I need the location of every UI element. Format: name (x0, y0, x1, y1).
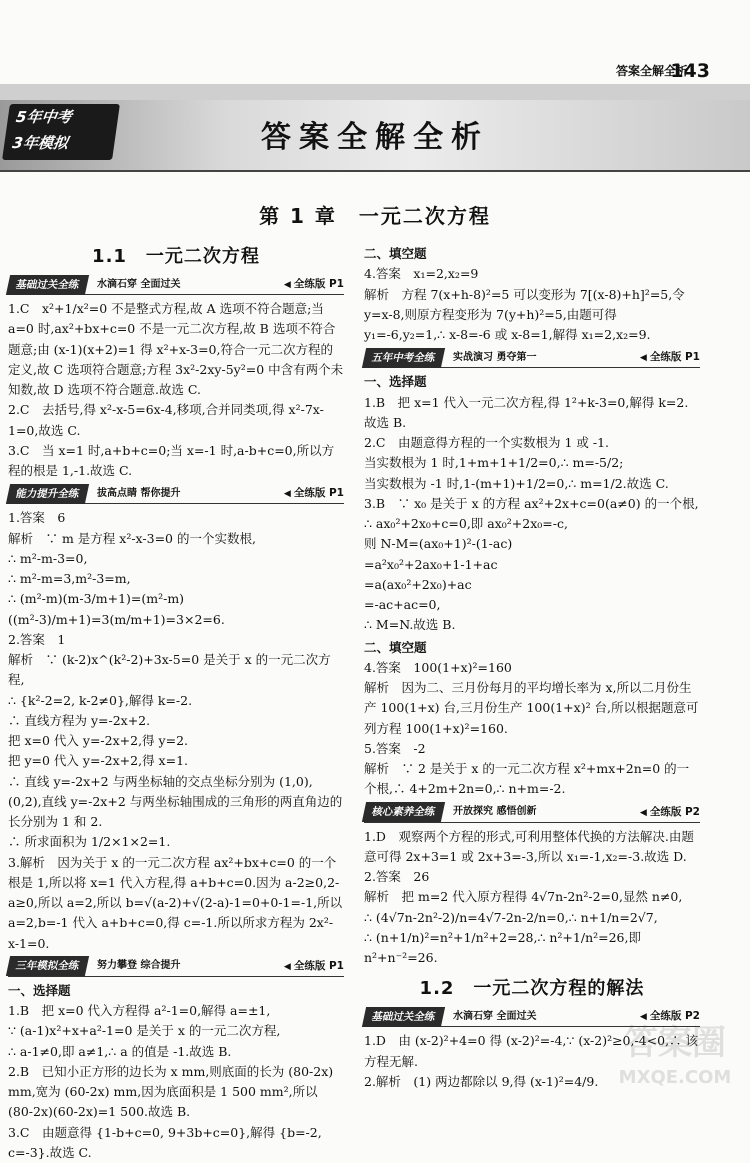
answer-paragraph: ∴ 所求面积为 1/2×1×2=1. (8, 834, 171, 850)
bar-ref: ◀ 全练版 P1 (284, 958, 344, 975)
answer-paragraph: 解析 方程 7(x+h-8)²=5 可以变形为 7[(x-8)+h]²=5,令 y=x-8,则原方程变形为 7(y+h)²=5,由题可得 y₁=-6,y₂=1,∴ x-8=-6 或 x-8=1,解得 x₁=2,x₂=9. (364, 286, 685, 342)
chapter-title: 第 1 章 一元二次方程 (259, 204, 491, 228)
answer-paragraph: ∴ a-1≠0,即 a≠1,∴ a 的值是 -1.故选 B. (8, 1043, 232, 1059)
answer-paragraph: 2.答案 1 (8, 631, 66, 647)
page-number: 143 (670, 60, 710, 82)
answer-paragraph: ∴ {k²-2=2, k-2≠0},解得 k=-2. (8, 692, 193, 708)
book-logo (2, 104, 120, 160)
answer-paragraph: 解析 ∵ m 是方程 x²-x-3=0 的一个实数根, (8, 530, 256, 546)
banner-title: 答案全解全析 (261, 120, 489, 155)
subsection-heading: 一、选择题 (364, 374, 427, 390)
bar-tag: 基础过关全练 (362, 1007, 445, 1027)
answer-paragraph: ∴ m²-m-3=0, (8, 550, 88, 566)
answer-paragraph: 5.答案 -2 (364, 740, 426, 756)
answer-paragraph: 把 y=0 代入 y=-2x+2,得 x=1. (8, 753, 188, 769)
answer-paragraph: 4.答案 100(1+x)²=160 (364, 659, 512, 675)
answer-paragraph: 3.C 当 x=1 时,a+b+c=0;当 x=-1 时,a-b+c=0,所以方程的根是 1,-1.故选 C. (8, 442, 335, 479)
section-title: 1.2 一元二次方程的解法 (419, 978, 645, 1000)
answer-paragraph: 当实数根为 1 时,1+m+1+1/2=0,∴ m=-5/2; (364, 455, 624, 471)
left-column (8, 242, 344, 1163)
section-title: 1.1 一元二次方程 (92, 246, 260, 267)
bar-slogan: 努力攀登 综合提升 (97, 960, 181, 972)
answer-paragraph: ∴ m²-m=3,m²-3=m, (8, 571, 131, 587)
bar-ref: ◀ 全练版 P2 (640, 1008, 700, 1025)
logo-line-2: 3年模拟 (11, 134, 70, 152)
answer-paragraph: 解析 因为二、三月份每月的平均增长率为 x,所以二月份生产 100(1+x) 台,三月份生产 100(1+x)² 台,所以根据题意可列方程 100(1+x)²=160. (364, 680, 699, 736)
bar-ref: ◀ 全练版 P2 (640, 804, 700, 821)
subsection-heading: 二、填空题 (364, 639, 427, 655)
answer-paragraph: 1.B 把 x=0 代入方程得 a²-1=0,解得 a=±1, (8, 1003, 271, 1019)
bar-slogan: 拔高点睛 帮你提升 (97, 487, 181, 499)
answer-paragraph: =-ac+ac=0, (364, 597, 441, 612)
answer-paragraph: ∴ 直线方程为 y=-2x+2. (8, 712, 151, 728)
answer-paragraph: 2.答案 26 (364, 869, 430, 884)
answer-paragraph: 解析 ∵ (k-2)x^(k²-2)+3x-5=0 是关于 x 的一元二次方程, (8, 652, 331, 688)
answer-paragraph: 解析 ∵ 2 是关于 x 的一元二次方程 x²+mx+2n=0 的一个根,∴ 4+2m+2n=0,∴ n+m=-2. (364, 761, 690, 797)
answer-paragraph: ∴ (m²-m)(m-3/m+1)=(m²-m)((m²-3)/m+1)=3(m/m+1)=3×2=6. (8, 591, 225, 627)
answer-paragraph: 2.C 去括号,得 x²-x-5=6x-4,移项,合并同类项,得 x²-7x-1=0,故选 C. (8, 402, 324, 438)
answer-paragraph: 2.C 由题意得方程的一个实数根为 1 或 -1. (364, 435, 610, 450)
answer-paragraph: ∵ (a-1)x²+x+a²-1=0 是关于 x 的一元二次方程, (8, 1023, 281, 1039)
bar-tag: 核心素养全练 (362, 802, 445, 822)
bar-tag: 能力提升全练 (6, 484, 89, 504)
answer-paragraph: 把 x=0 代入 y=-2x+2,得 y=2. (8, 733, 188, 749)
page-header (0, 0, 750, 84)
answer-paragraph: 4.答案 x₁=2,x₂=9 (364, 266, 479, 282)
exercise-bar (8, 484, 344, 504)
watermark-site: MXQE.COM (618, 1067, 732, 1088)
answer-paragraph: =a(ax₀²+2x₀)+ac (364, 576, 472, 592)
bar-slogan: 水滴石穿 全面过关 (453, 1010, 537, 1022)
answer-paragraph: ∴ (4√7n-2n²-2)/n=4√7-2n-2/n=0,∴ n+1/n=2√7, (364, 909, 658, 925)
answer-paragraph: 1.D 观察两个方程的形式,可利用整体代换的方法解决.由题意可得 2x+3=1 或 2x+3=-3,所以 x₁=-1,x₂=-3.故选 D. (364, 828, 694, 864)
bar-tag: 基础过关全练 (6, 275, 89, 295)
answer-paragraph: ∴ ax₀²+2x₀+c=0,即 ax₀²+2x₀=-c, (364, 516, 568, 531)
right-column (364, 242, 700, 1092)
answer-paragraph: 3.C 由题意得 {1-b+c=0, 9+3b+c=0},解得 {b=-2, c=-3}.故选 C. (8, 1124, 322, 1160)
bar-slogan: 水滴石穿 全面过关 (97, 278, 181, 290)
watermark (600, 1020, 750, 1112)
answer-paragraph: ∴ 直线 y=-2x+2 与两坐标轴的交点坐标分别为 (1,0),(0,2),直线 y=-2x+2 与两坐标轴围成的三角形的两直角边的长分别为 1 和 2. (8, 773, 343, 830)
bar-ref: ◀ 全练版 P1 (284, 485, 344, 502)
answer-paragraph: ∴ M=N.故选 B. (364, 617, 456, 633)
answer-paragraph: 3.解析 因为关于 x 的一元二次方程 ax²+bx+c=0 的一个根是 1,所以将 x=1 代入方程,得 a+b+c=0.因为 a-2≥0,2-a≥0,所以 a=2,所以 b=√(a-2)+√(2-a)-1=0+0-1=-1,所以 a=2,b=-1 代入 a+b+c=0,得 c=-1.所以所求方程为 2x²-x-1=0. (8, 854, 343, 951)
bar-ref: ◀ 全练版 P1 (284, 276, 344, 293)
answer-paragraph: 1.答案 6 (8, 510, 66, 526)
answer-paragraph: ∴ (n+1/n)²=n²+1/n²+2=28,∴ n²+1/n²=26,即 n²+n⁻²=26. (364, 929, 641, 965)
answer-paragraph: 2.解析 (1) 两边都除以 9,得 (x-1)²=4/9. (364, 1073, 599, 1089)
exercise-bar (364, 348, 700, 368)
header-band (0, 84, 750, 100)
answer-paragraph: 1.B 把 x=1 代入一元二次方程,得 1²+k-3=0,解得 k=2.故选 B. (364, 394, 689, 430)
exercise-bar (364, 803, 700, 823)
subsection-heading: 一、选择题 (8, 982, 71, 998)
running-title: 答案全解全析 (615, 64, 688, 78)
bar-slogan: 实战演习 勇夺第一 (453, 351, 537, 363)
answer-paragraph: 解析 把 m=2 代入原方程得 4√7n-2n²-2=0,显然 n≠0, (364, 889, 683, 905)
answer-paragraph: 1.D 由 (x-2)²+4=0 得 (x-2)²=-4,∵ (x-2)²≥0,-4<0,∴ 该方程无解. (364, 1033, 699, 1069)
bar-ref: ◀ 全练版 P1 (640, 349, 700, 366)
answer-paragraph: 当实数根为 -1 时,1-(m+1)+1/2=0,∴ m=1/2.故选 C. (364, 475, 669, 491)
bar-tag: 五年中考全练 (362, 348, 445, 368)
logo-line-1: 5年中考 (14, 108, 73, 126)
answer-paragraph: 则 N-M=(ax₀+1)²-(1-ac) (364, 536, 513, 552)
watermark-text: 答案圈 (624, 1023, 726, 1063)
answer-paragraph: =a²x₀²+2ax₀+1-1+ac (364, 556, 498, 572)
bar-slogan: 开放探究 感悟创新 (453, 805, 537, 817)
answer-paragraph: 1.C x²+1/x²=0 不是整式方程,故 A 选项不符合题意;当 a=0 时,ax²+bx+c=0 不是一元二次方程,故 B 选项不符合题意;由 (x-1)(x+2)=1 得 x²+x-3=0,符合一元二次方程的定义,故 C 选项符合题意;方程 3x²-2xy-5y²=0 中含有两个未知数,故 D 选项不符合题意.故选 C. (8, 301, 344, 398)
subsection-heading: 二、填空题 (364, 246, 427, 261)
exercise-bar (8, 957, 344, 977)
answer-paragraph: 3.B ∵ x₀ 是关于 x 的方程 ax²+2x+c=0(a≠0) 的一个根, (364, 495, 699, 511)
exercise-bar (8, 275, 344, 295)
bar-tag: 三年模拟全练 (6, 956, 89, 976)
answer-paragraph: 2.B 已知小正方形的边长为 x mm,则底面的长为 (80-2x) mm,宽为 (60-2x) mm,因为底面积是 1 500 mm²,所以 (80-2x)(60-2x)=1 500.故选 B. (8, 1063, 334, 1120)
